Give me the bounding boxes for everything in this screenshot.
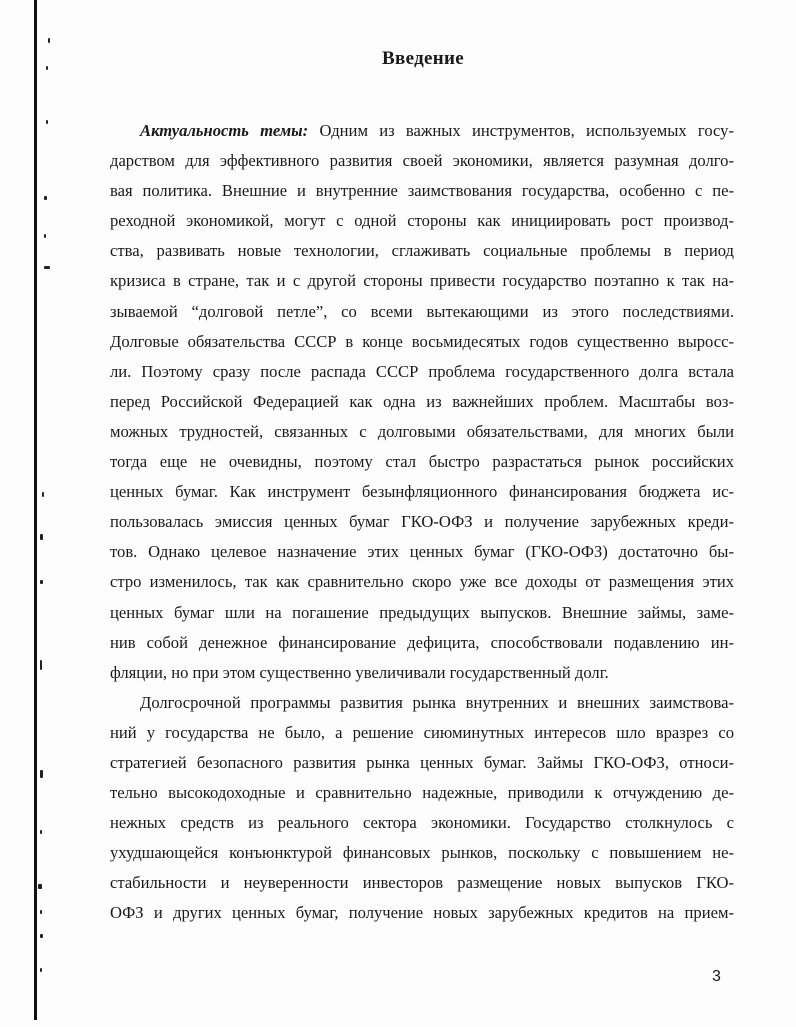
scan-mark <box>44 196 47 200</box>
lead-label: Актуальность темы: <box>140 121 309 140</box>
text-line: кризиса в стране, так и с другой стороны привести государство поэтапно к так на- <box>110 271 734 291</box>
text-line: ценных бумаг шли на погашение предыдущих выпусков. Внешние займы, заме- <box>110 602 734 622</box>
text-line: дарством для эффективного развития своей экономики, является разумная долго- <box>110 151 734 171</box>
scan-mark <box>40 534 43 540</box>
text-line: ли. Поэтому сразу после распада СССР проблема государственного долга встала <box>110 361 734 381</box>
text-line: зываемой “долговой петле”, со всеми вытекающими из этого последствиями. <box>110 301 734 321</box>
page-number: 3 <box>712 968 721 985</box>
text-line: Долгосрочной программы развития рынка внутренних и внешних заимствова- <box>140 692 734 712</box>
page-title: Введение <box>382 48 464 69</box>
scan-mark <box>38 884 42 889</box>
text-line: стабильности и неуверенности инвесторов размещение новых выпусков ГКО- <box>110 873 734 893</box>
text-line: Долговые обязательства СССР в конце восьмидесятых годов существенно выросс- <box>110 331 734 351</box>
scan-mark <box>46 120 48 124</box>
text-line-rest: Одним из важных инструментов, используемых госу- <box>308 121 734 140</box>
text-line: можных трудностей, связанных с долговыми обязательствами, для многих были <box>110 421 734 441</box>
scan-mark <box>40 830 42 834</box>
document-body <box>110 116 734 929</box>
scan-mark <box>40 660 42 670</box>
text-line: вая политика. Внешние и внутренние заимствования государства, особенно с пе- <box>110 181 734 201</box>
text-line: стро изменилось, так как сравнительно скоро уже все доходы от размещения этих <box>110 572 734 592</box>
scan-mark <box>40 580 43 584</box>
scan-mark <box>40 968 42 972</box>
text-line: стратегией безопасного развития рынка ценных бумаг. Займы ГКО-ОФЗ, относи- <box>110 752 734 772</box>
scan-mark <box>48 38 50 43</box>
scan-mark <box>44 266 50 269</box>
text-line: тогда еще не очевидны, поэтому стал быстро разрастаться рынок российских <box>110 452 734 472</box>
text-line: нив собой денежное финансирование дефицита, способствовали подавлению ин- <box>110 632 734 652</box>
scan-left-edge <box>34 0 37 1020</box>
text-line: тельно высокодоходные и сравнительно надежные, приводили к отчуждению де- <box>110 783 734 803</box>
text-line: ОФЗ и других ценных бумаг, получение новых зарубежных кредитов на прием- <box>110 903 734 923</box>
text-line: фляции, но при этом существенно увеличивали государственный долг. <box>110 662 609 682</box>
scan-mark <box>44 234 46 238</box>
text-line: ства, развивать новые технологии, сглаживать социальные проблемы в период <box>110 241 734 261</box>
text-line: ценных бумаг. Как инструмент безынфляционного финансирования бюджета ис- <box>110 482 734 502</box>
scan-mark <box>40 910 42 914</box>
text-line <box>110 116 734 146</box>
text-line: ухудшающейся конъюнктурой финансовых рынков, поскольку с повышением не- <box>110 843 734 863</box>
text-line: пользовалась эмиссия ценных бумаг ГКО-ОФЗ и получение зарубежных креди- <box>110 512 734 532</box>
scan-mark <box>40 770 43 778</box>
text-line: нежных средств из реального сектора экономики. Государство столкнулось с <box>110 813 734 833</box>
text-line: тов. Однако целевое назначение этих ценных бумаг (ГКО-ОФЗ) достаточно бы- <box>110 542 734 562</box>
text-line: ний у государства не было, а решение сиюминутных интересов шло вразрез со <box>110 722 734 742</box>
scan-mark <box>40 934 43 938</box>
text-line: перед Российской Федерацией как одна из важнейших проблем. Масштабы воз- <box>110 391 734 411</box>
text-line: реходной экономикой, могут с одной стороны как инициировать рост производ- <box>110 211 734 231</box>
scan-mark <box>42 492 44 497</box>
